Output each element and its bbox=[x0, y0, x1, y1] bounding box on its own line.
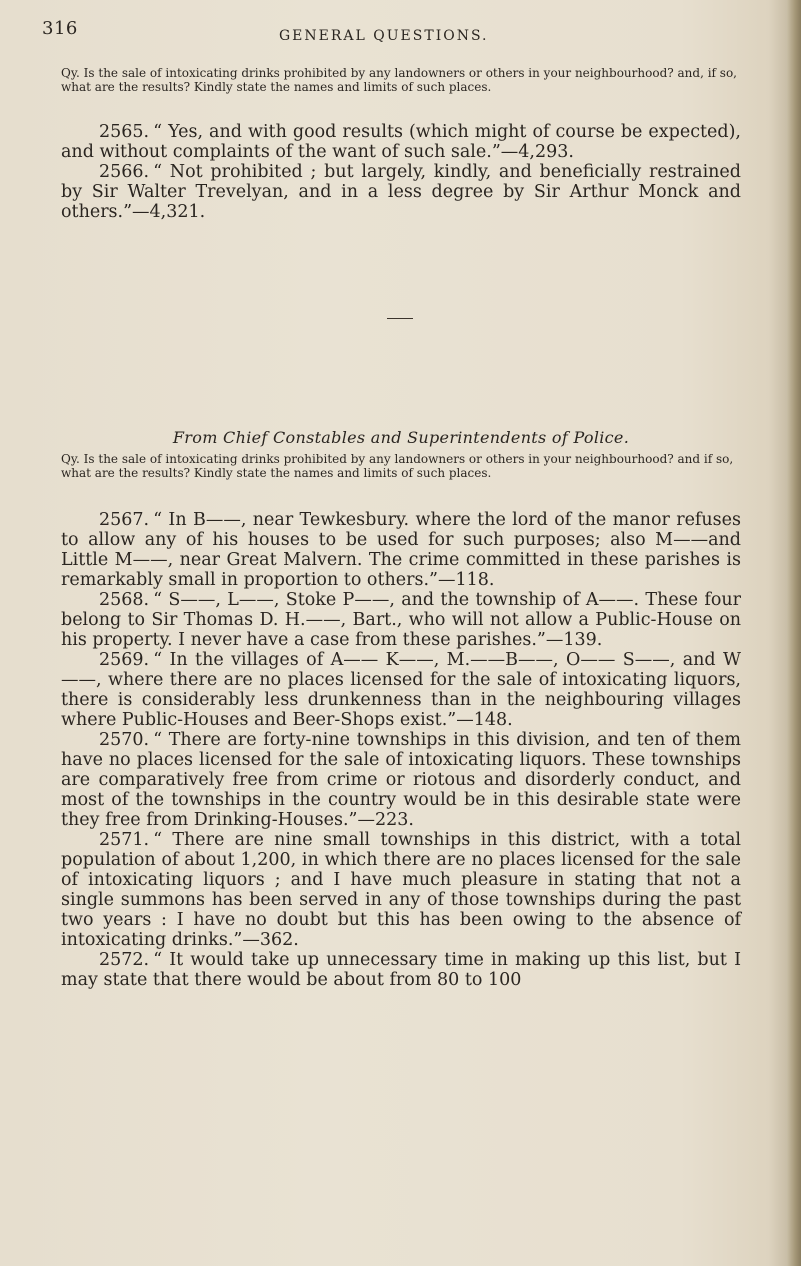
page-edge bbox=[787, 0, 801, 1266]
entry-number: 2569. bbox=[99, 650, 150, 670]
entry-number: 2566. bbox=[99, 162, 150, 182]
entry bbox=[61, 730, 741, 830]
entry bbox=[61, 650, 741, 730]
entry-number: 2571. bbox=[99, 830, 150, 850]
question-body: Qy. Is the sale of intoxicating drinks prohibited by any landowners or others in your neighbourhood? and if so, what are the results? Kindly state the names and limits of such places. bbox=[61, 452, 734, 480]
entry-number: 2568. bbox=[99, 590, 150, 610]
question-text bbox=[61, 452, 741, 480]
entry-text: “ In the villages of A—— K——, M.——B——, O—— S——, and W——, where there are no places licensed for the sale of intoxicating liquors, there is considerably less drunkenness than in the neighbouring villages where Public-Houses and Beer-Shops exist.”—148. bbox=[61, 650, 741, 730]
entry-text: “ In B——, near Tewkesbury. where the lord of the manor refuses to allow any of his houses to be used for such purposes; also M——and Little M——, near Great Malvern. The crime committed in these parishes is remarkably small in proportion to others.”—118. bbox=[61, 510, 741, 590]
entry-text: “ Yes, and with good results (which might of course be expected), and without complaints of the want of such sale.”—4,293. bbox=[61, 122, 741, 162]
entry bbox=[61, 162, 741, 222]
entry-text: “ Not prohibited ; but largely, kindly, and beneficially restrained by Sir Walter Trevelyan, and in a less degree by Sir Arthur Monck and others.”—4,321. bbox=[61, 162, 741, 222]
entry bbox=[61, 950, 741, 990]
entry bbox=[61, 830, 741, 950]
entry-text: “ It would take up unnecessary time in making up this list, but I may state that there would be about from 80 to 100 bbox=[61, 950, 741, 990]
entries-group bbox=[61, 510, 741, 990]
entries-group bbox=[61, 122, 741, 222]
entry bbox=[61, 122, 741, 162]
question-body: Qy. Is the sale of intoxicating drinks prohibited by any landowners or others in your neighbourhood? and, if so, what are the results? Kindly state the names and limits of such places. bbox=[61, 66, 737, 94]
entry-number: 2565. bbox=[99, 122, 150, 142]
running-head: GENERAL QUESTIONS. bbox=[279, 28, 489, 44]
question-text bbox=[61, 66, 741, 94]
entry-text: “ There are forty-nine townships in this division, and ten of them have no places licensed for the sale of intoxicating liquors. These townships are comparatively free from crime or riotous and disorderly conduct, and most of the townships in the country would be in this desirable state were they free from Drinking-Houses.”—223. bbox=[61, 730, 741, 830]
entry-text: “ There are nine small townships in this district, with a total population of about 1,200, in which there are no places licensed for the sale of intoxicating liquors ; and I have much pleasure in stating that not a single summons has been served in any of those townships during the past two years : I have no doubt but this has been owing to the absence of intoxicating drinks.”—362. bbox=[61, 830, 741, 950]
section-heading: From Chief Constables and Superintendents of Police. bbox=[172, 428, 630, 447]
page-number: 316 bbox=[42, 18, 78, 39]
section-divider bbox=[387, 318, 413, 319]
entry bbox=[61, 510, 741, 590]
entry bbox=[61, 590, 741, 650]
entry-number: 2572. bbox=[99, 950, 150, 970]
entry-text: “ S——, L——, Stoke P——, and the township of A——. These four belong to Sir Thomas D. H.——, Bart., who will not allow a Public-House on his property. I never have a case from these parishes.”—139. bbox=[61, 590, 741, 650]
entry-number: 2567. bbox=[99, 510, 150, 530]
entry-number: 2570. bbox=[99, 730, 150, 750]
